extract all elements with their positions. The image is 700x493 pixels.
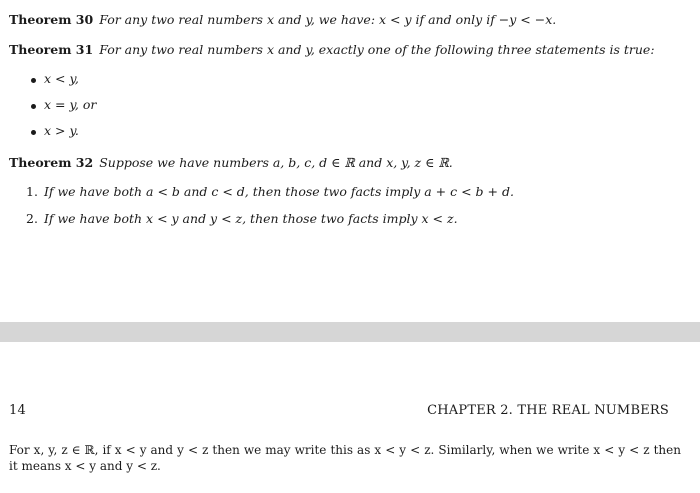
page-separator [0, 322, 700, 342]
bullet-icon [31, 130, 36, 135]
theorem-31 [9, 42, 655, 58]
theorem-31-item-2: x = y, or [44, 97, 97, 112]
theorem-32-item-1 [26, 184, 514, 200]
chapter-heading: CHAPTER 2. THE REAL NUMBERS [427, 403, 669, 418]
enum-number: 2. [26, 211, 38, 226]
enum-text: If we have both x < y and y < z, then those two facts imply x < z. [43, 211, 458, 226]
theorem-32-label: Theorem 32 [9, 155, 94, 170]
theorem-31-label: Theorem 31 [9, 42, 94, 57]
enum-text: If we have both a < b and c < d, then those two facts imply a + c < b + d. [43, 184, 514, 199]
theorem-31-item-1: x < y, [44, 71, 79, 86]
enum-number: 1. [26, 184, 38, 199]
theorem-30-text: For any two real numbers x and y, we have: x < y if and only if −y < −x. [99, 12, 557, 27]
theorem-30 [9, 12, 556, 28]
body-paragraph: For x, y, z ∈ ℝ, if x < y and y < z then we may write this as x < y < z. Similarly, when we write x < y < z then it means x < y and y < z. [9, 443, 681, 473]
bullet-icon [31, 78, 36, 83]
theorem-31-item-3: x > y. [44, 123, 79, 138]
theorem-32 [9, 155, 453, 171]
theorem-32-text: Suppose we have numbers a, b, c, d ∈ ℝ and x, y, z ∈ ℝ. [99, 155, 453, 170]
bullet-icon [31, 104, 36, 109]
theorem-32-item-2 [26, 211, 458, 227]
theorem-31-text: For any two real numbers x and y, exactly one of the following three statements is true: [99, 42, 655, 57]
page-number: 14 [9, 403, 26, 418]
theorem-30-label: Theorem 30 [9, 12, 94, 27]
